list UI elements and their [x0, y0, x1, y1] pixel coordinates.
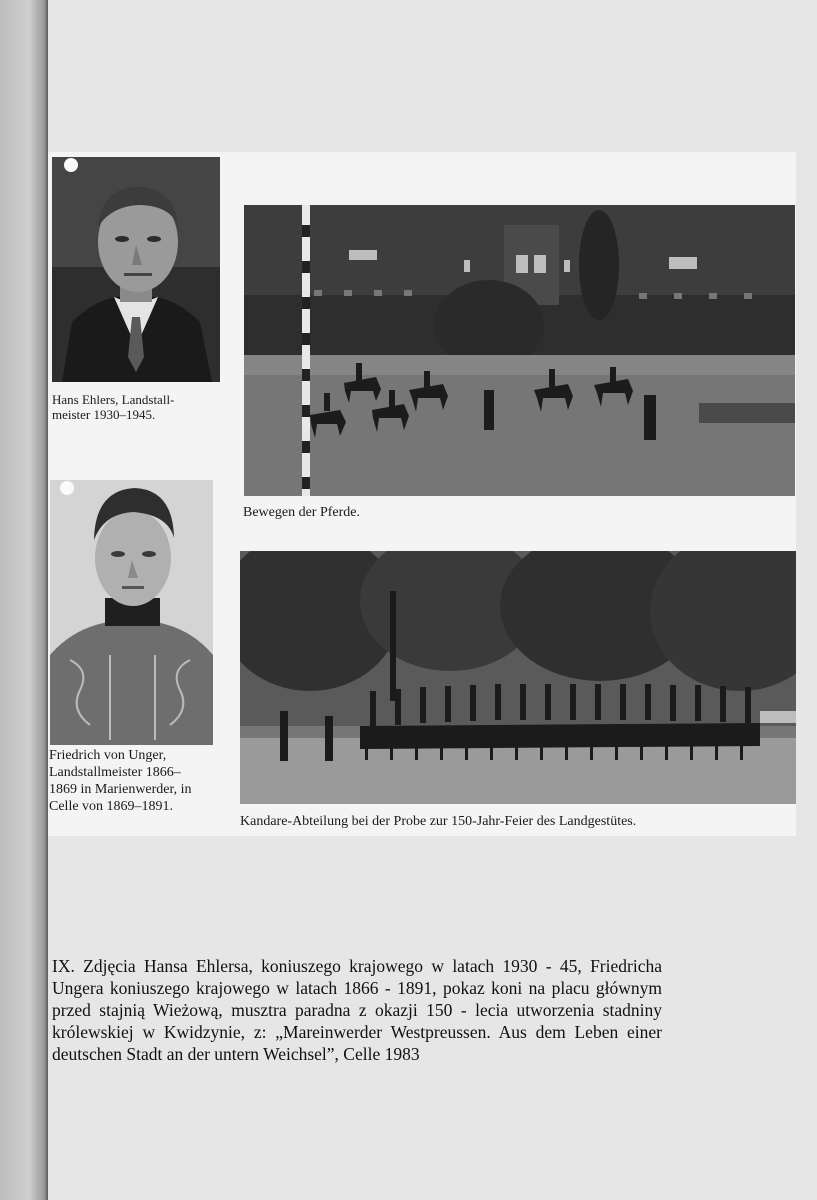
photo-stable-horses	[244, 205, 795, 496]
photo-kandare-abteilung	[240, 551, 796, 804]
caption-unger-line1: Friedrich von Unger,	[49, 748, 167, 763]
portrait-friedrich-von-unger	[50, 480, 213, 745]
caption-ehlers-line2: meister 1930–1945.	[52, 407, 156, 422]
portrait-hans-ehlers	[52, 157, 220, 382]
caption-unger-line2: Landstallmeister 1866–	[49, 765, 181, 780]
caption-kandare: Kandare-Abteilung bei der Probe zur 150-Jahr-Feier des Landgestütes.	[240, 814, 637, 829]
caption-horses: Bewegen der Pferde.	[243, 505, 361, 520]
caption-unger-line3: 1869 in Marienwerder, in	[49, 782, 192, 797]
caption-unger	[49, 747, 239, 815]
punch-hole	[60, 481, 74, 495]
caption-ehlers	[52, 392, 222, 422]
figure-description: IX. Zdjęcia Hansa Ehlersa, koniuszego krajowego w latach 1930 - 45, Friedricha Ungera koniuszego krajowego w latach 1866 - 1891, pokaz koni na placu głównym przed stajnią Wieżową, musztra paradna z okazji 150 - lecia utworzenia stadniny królewskiej w Kwidzynie, z: „Mareinwerder Westpreussen. Aus dem Leben einer deutschen Stadt an der untern Weichsel”, Celle 1983	[52, 956, 662, 1064]
caption-ehlers-line1: Hans Ehlers, Landstall-	[52, 392, 175, 407]
book-gutter	[0, 0, 48, 1200]
punch-hole	[64, 158, 78, 172]
caption-unger-line4: Celle von 1869–1891.	[49, 799, 174, 814]
